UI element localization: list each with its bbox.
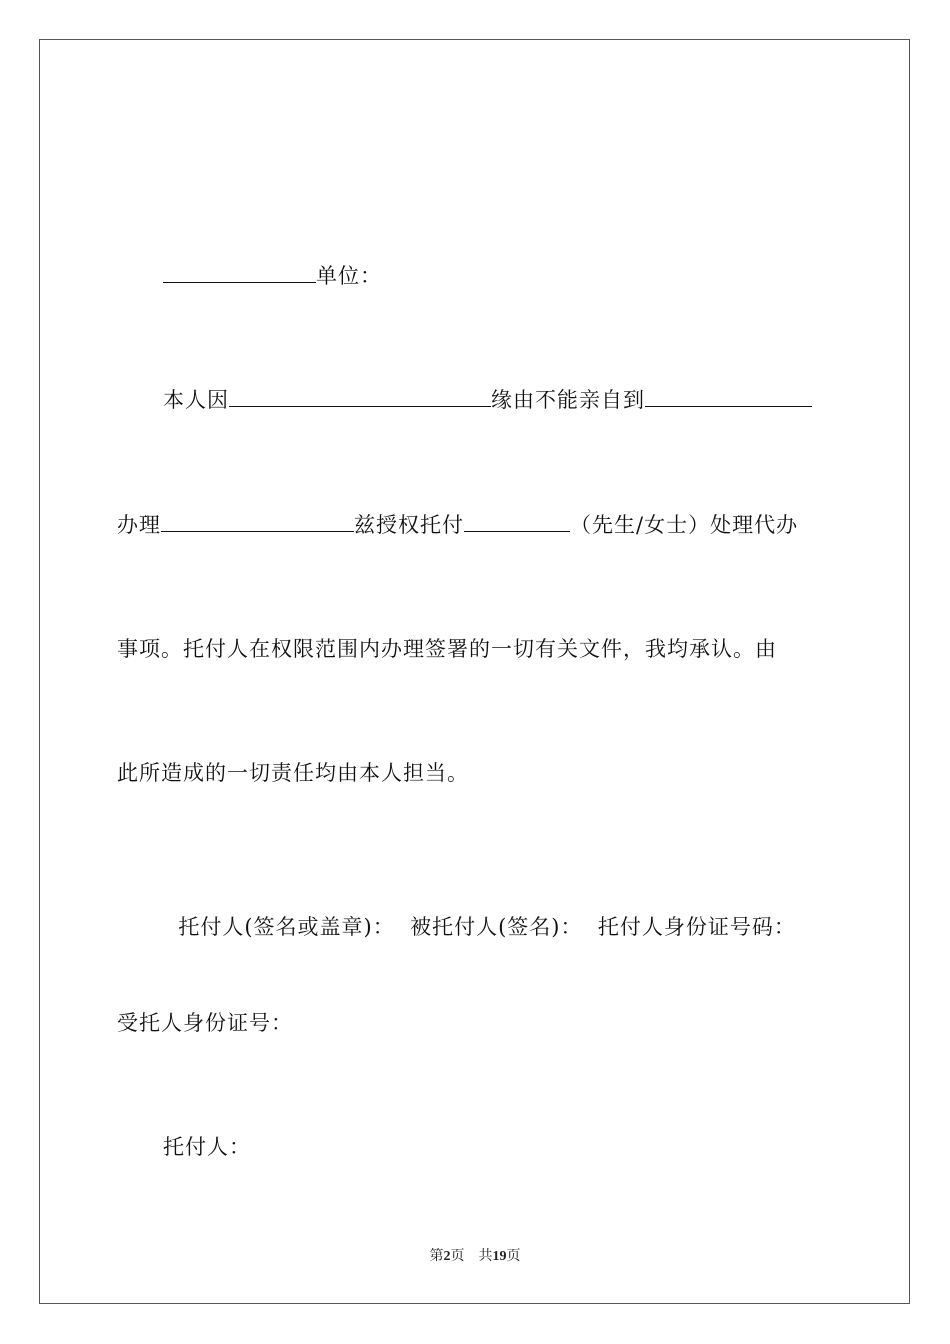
principal-line [163, 1132, 251, 1162]
agent-id-label: 受托人身份证号： [117, 1011, 293, 1035]
responsibility-line [117, 758, 469, 788]
recipient-unit-line [163, 261, 382, 291]
signature-fields-text: 托付人(签名或盖章)： 被托付人(签名)： 托付人身份证号码： [178, 915, 796, 939]
agent-name-blank[interactable] [464, 511, 570, 532]
page-suffix: 页 [450, 1249, 465, 1264]
reason-prefix: 本人因 [163, 388, 229, 412]
total-suffix: 页 [506, 1249, 521, 1264]
body-text: 事项。托付人在权限范围内办理签署的一切有关文件，我均承认。由 [117, 637, 777, 661]
reason-line [163, 385, 812, 415]
page-footer [0, 1248, 950, 1266]
authorization-line [117, 510, 798, 540]
unit-label: 单位： [316, 264, 382, 288]
page-number: 2 [443, 1249, 451, 1264]
destination-blank[interactable] [645, 386, 812, 407]
page-border [39, 39, 910, 1304]
principal-label: 托付人： [163, 1135, 251, 1159]
handle-prefix: 办理 [117, 513, 161, 537]
reason-middle: 缘由不能亲自到 [491, 388, 645, 412]
recipient-unit-blank[interactable] [163, 262, 316, 283]
total-pages: 19 [492, 1249, 507, 1264]
reason-blank[interactable] [229, 386, 491, 407]
responsibility-text: 此所造成的一切责任均由本人担当。 [117, 761, 469, 785]
matter-blank[interactable] [161, 511, 354, 532]
agent-id-line [117, 1008, 293, 1038]
signature-fields-line [163, 882, 796, 942]
page-prefix: 第 [429, 1249, 444, 1264]
agent-title-text: （先生/女士）处理代办 [570, 513, 799, 537]
total-prefix: 共 [478, 1249, 493, 1264]
body-text-line [117, 634, 777, 664]
authorize-text: 兹授权托付 [354, 513, 464, 537]
